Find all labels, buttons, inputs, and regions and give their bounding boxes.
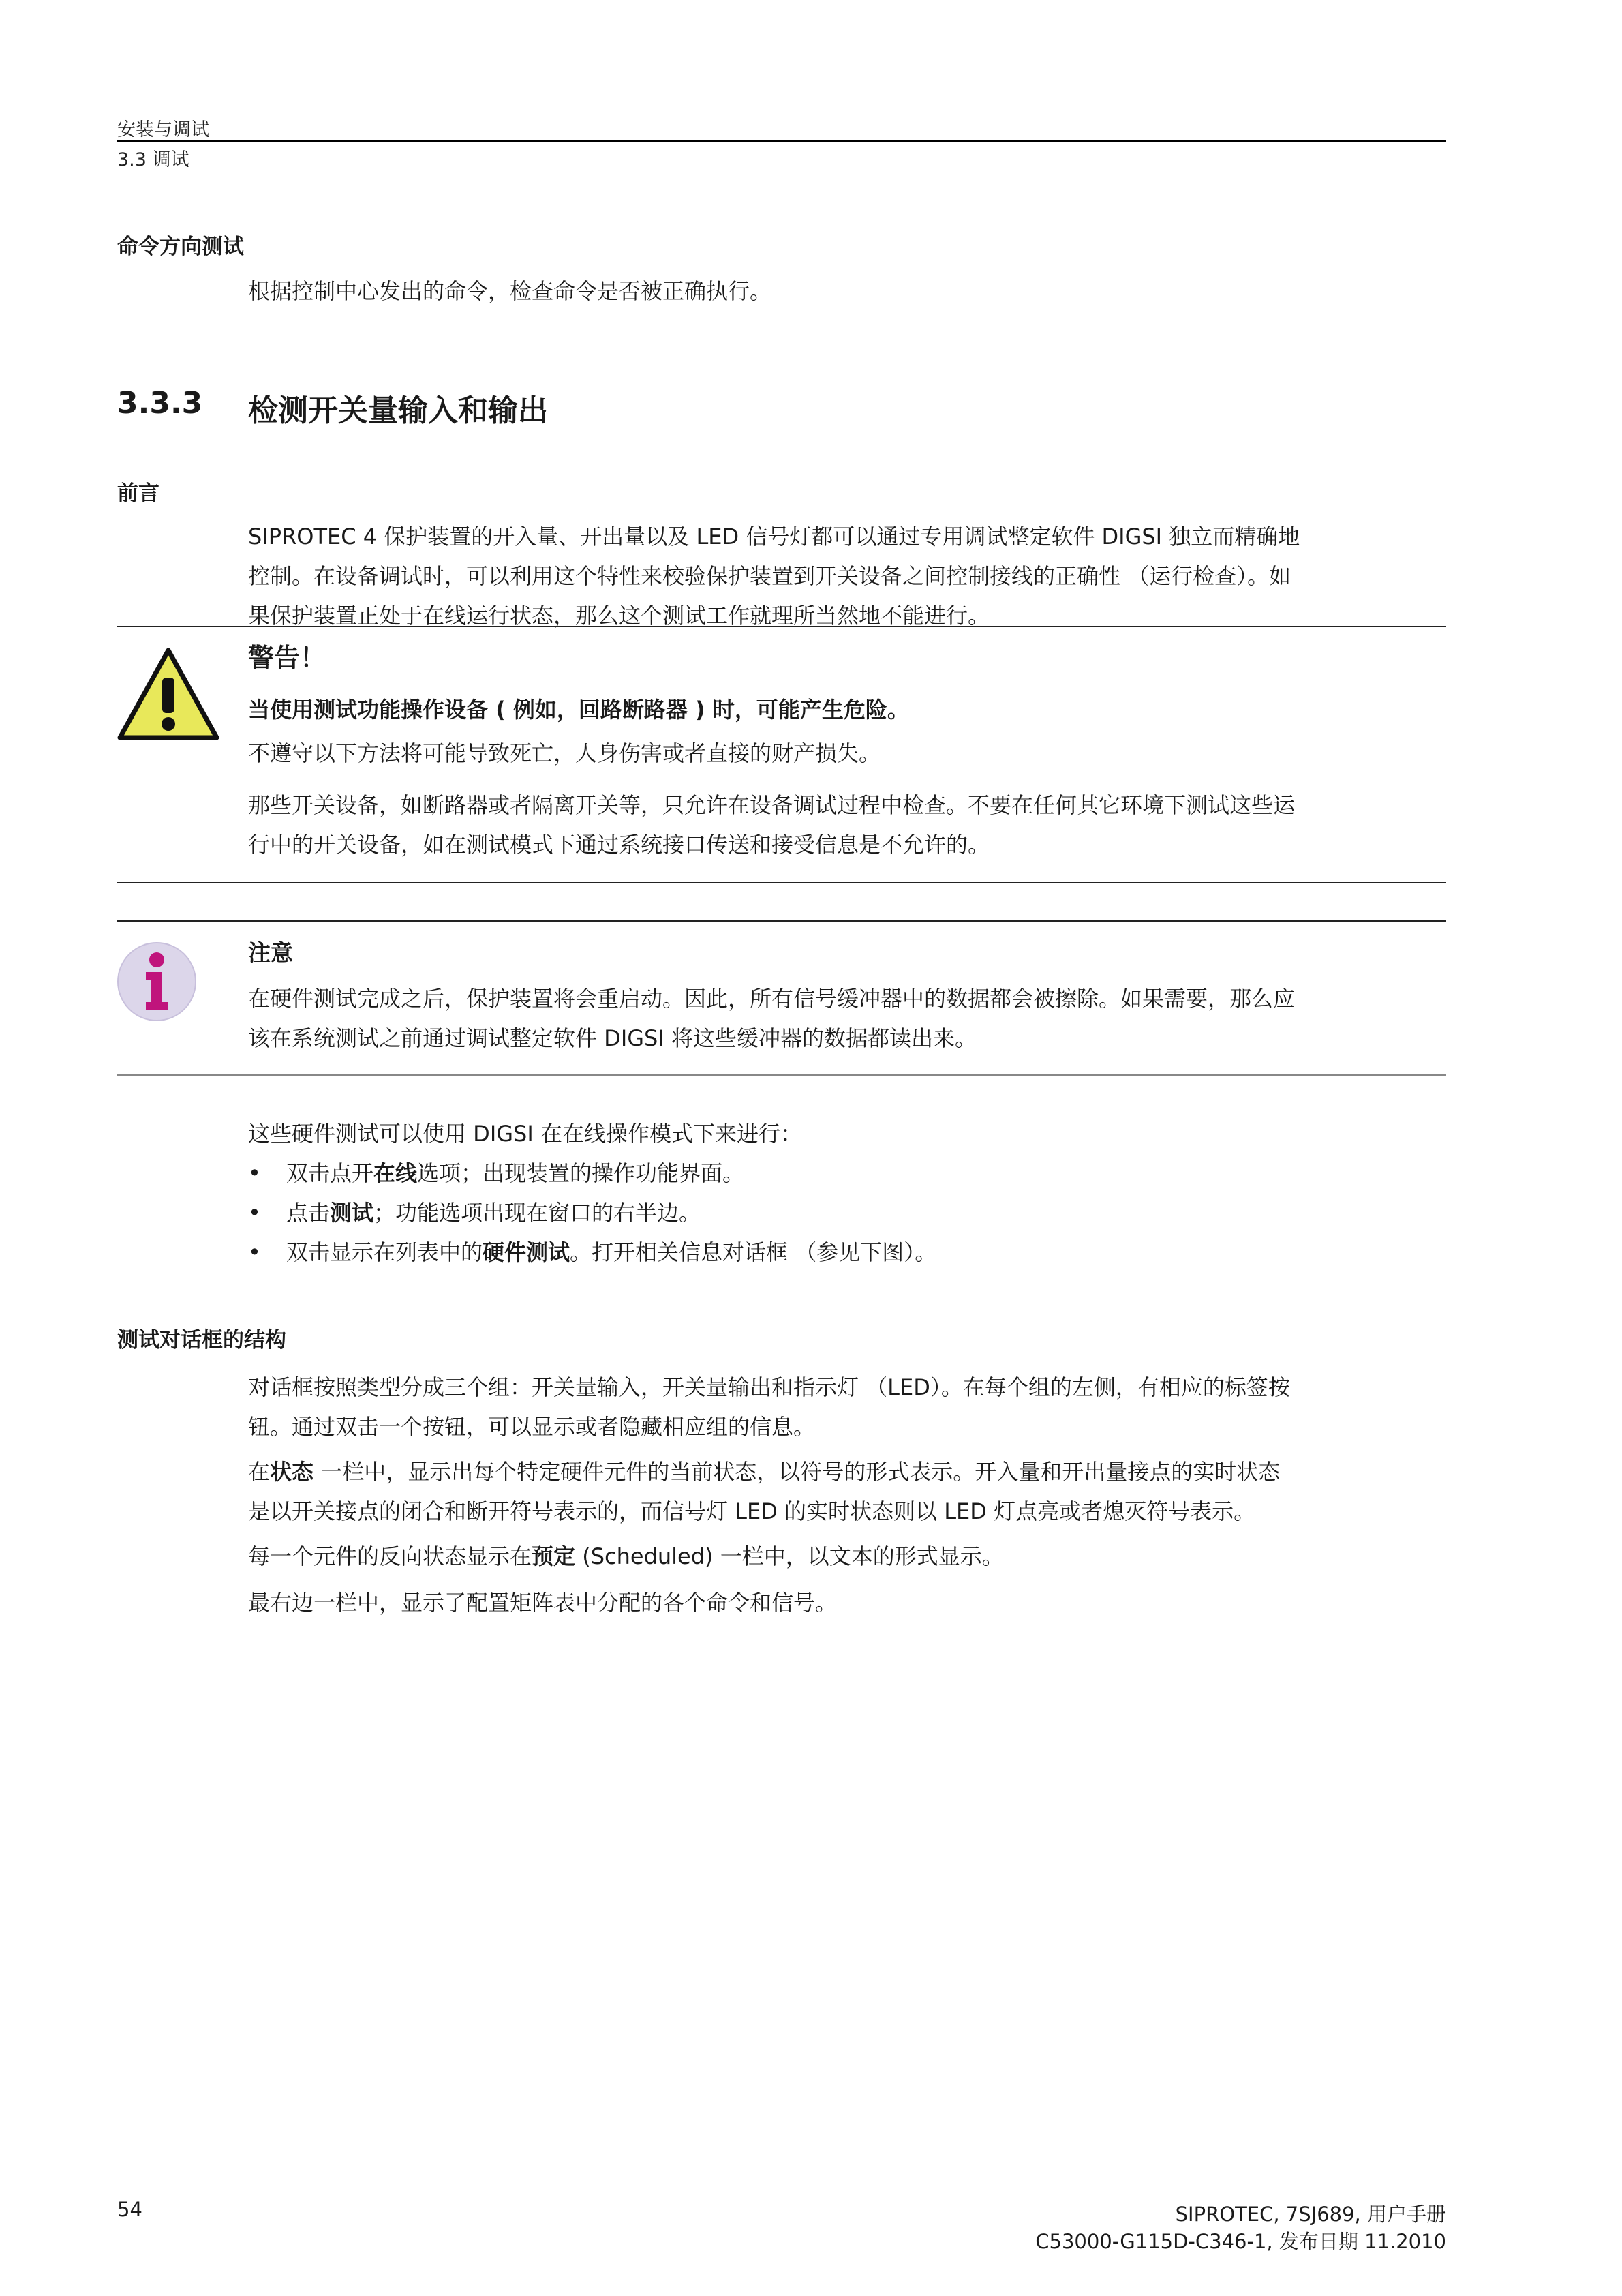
warning-consequence: 不遵守以下方法将可能导致死亡，人身伤害或者直接的财产损失。 [248, 740, 881, 766]
preface-line: 控制。在设备调试时，可以利用这个特性来校验保护装置到开关设备之间控制接线的正确性 （运行检查）。如 [248, 563, 1291, 589]
warning-top-rule [117, 626, 1446, 627]
command-test-heading: 命令方向测试 [117, 235, 244, 259]
header-rule [117, 140, 1446, 142]
footer-product: SIPROTEC, 7SJ689, 用户手册 [1175, 2203, 1446, 2226]
paragraph-line: 钮。通过双击一个按钮，可以显示或者隐藏相应组的信息。 [248, 1414, 816, 1440]
page-number: 54 [117, 2198, 142, 2221]
list-item: • 双击显示在列表中的硬件测试。打开相关信息对话框 （参见下图）。 [248, 1239, 937, 1265]
warning-title: 警告！ [248, 643, 326, 673]
note-paragraph [248, 979, 1295, 1058]
warning-line: 行中的开关设备，如在测试模式下通过系统接口传送和接受信息是不允许的。 [248, 832, 990, 858]
footer-doc-id: C53000-G115D-C346-1, 发布日期 11.2010 [1035, 2230, 1446, 2253]
dialog-paragraph-3: 每一个元件的反向状态显示在预定 (Scheduled) 一栏中，以文本的形式显示。 [248, 1543, 1004, 1569]
digsi-intro: 这些硬件测试可以使用 DIGSI 在在线操作模式下来进行： [248, 1121, 802, 1147]
warning-line: 那些开关设备，如断路器或者隔离开关等，只允许在设备调试过程中检查。不要在任何其它环境下测试这些运 [248, 792, 1296, 818]
running-header-chapter: 安装与调试 [117, 119, 209, 140]
note-line: 该在系统测试之前通过调试整定软件 DIGSI 将这些缓冲器的数据都读出来。 [248, 1025, 977, 1051]
warning-paragraph [248, 785, 1295, 864]
warning-bottom-rule [117, 882, 1446, 883]
paragraph-line: 在状态 一栏中，显示出每个特定硬件元件的当前状态，以符号的形式表示。开入量和开出量接点的实时状态 [248, 1459, 1281, 1485]
note-title: 注意 [248, 939, 293, 966]
paragraph-line: 对话框按照类型分成三个组：开关量输入，开关量输出和指示灯 （LED）。在每个组的左侧，有相应的标签按 [248, 1374, 1290, 1400]
dialog-paragraph-4: 最右边一栏中，显示了配置矩阵表中分配的各个命令和信号。 [248, 1590, 838, 1616]
bullet-list [248, 1153, 936, 1272]
dialog-paragraph-1 [248, 1368, 1290, 1447]
command-test-text: 根据控制中心发出的命令，检查命令是否被正确执行。 [248, 278, 772, 304]
running-header-section: 3.3 调试 [117, 149, 189, 170]
preface-heading: 前言 [117, 481, 159, 506]
section-title: 检测开关量输入和输出 [248, 393, 548, 428]
note-top-rule [117, 920, 1446, 922]
preface-paragraph [248, 517, 1300, 635]
list-item: • 双击点开在线选项；出现装置的操作功能界面。 [248, 1160, 745, 1186]
list-item: • 点击测试；功能选项出现在窗口的右半边。 [248, 1200, 701, 1226]
note-bottom-rule [117, 1074, 1446, 1076]
paragraph-line: 是以开关接点的闭合和断开符号表示的，而信号灯 LED 的实时状态则以 LED 灯点亮或者熄灭符号表示。 [248, 1498, 1256, 1524]
note-line: 在硬件测试完成之后，保护装置将会重启动。因此，所有信号缓冲器中的数据都会被擦除。如果需要，那么应 [248, 986, 1296, 1012]
info-icon [116, 941, 198, 1025]
section-number: 3.3.3 [117, 386, 203, 421]
warning-bold-line: 当使用测试功能操作设备 ( 例如，回路断路器 ) 时，可能产生危险。 [248, 697, 909, 723]
preface-line: SIPROTEC 4 保护装置的开入量、开出量以及 LED 信号灯都可以通过专用调试整定软件 DIGSI 独立而精确地 [248, 524, 1300, 549]
warning-triangle-icon [117, 646, 219, 744]
dialog-structure-heading: 测试对话框的结构 [117, 1328, 286, 1353]
preface-line: 果保护装置正处于在线运行状态，那么这个测试工作就理所当然地不能进行。 [248, 603, 990, 629]
dialog-paragraph-2 [248, 1452, 1280, 1531]
